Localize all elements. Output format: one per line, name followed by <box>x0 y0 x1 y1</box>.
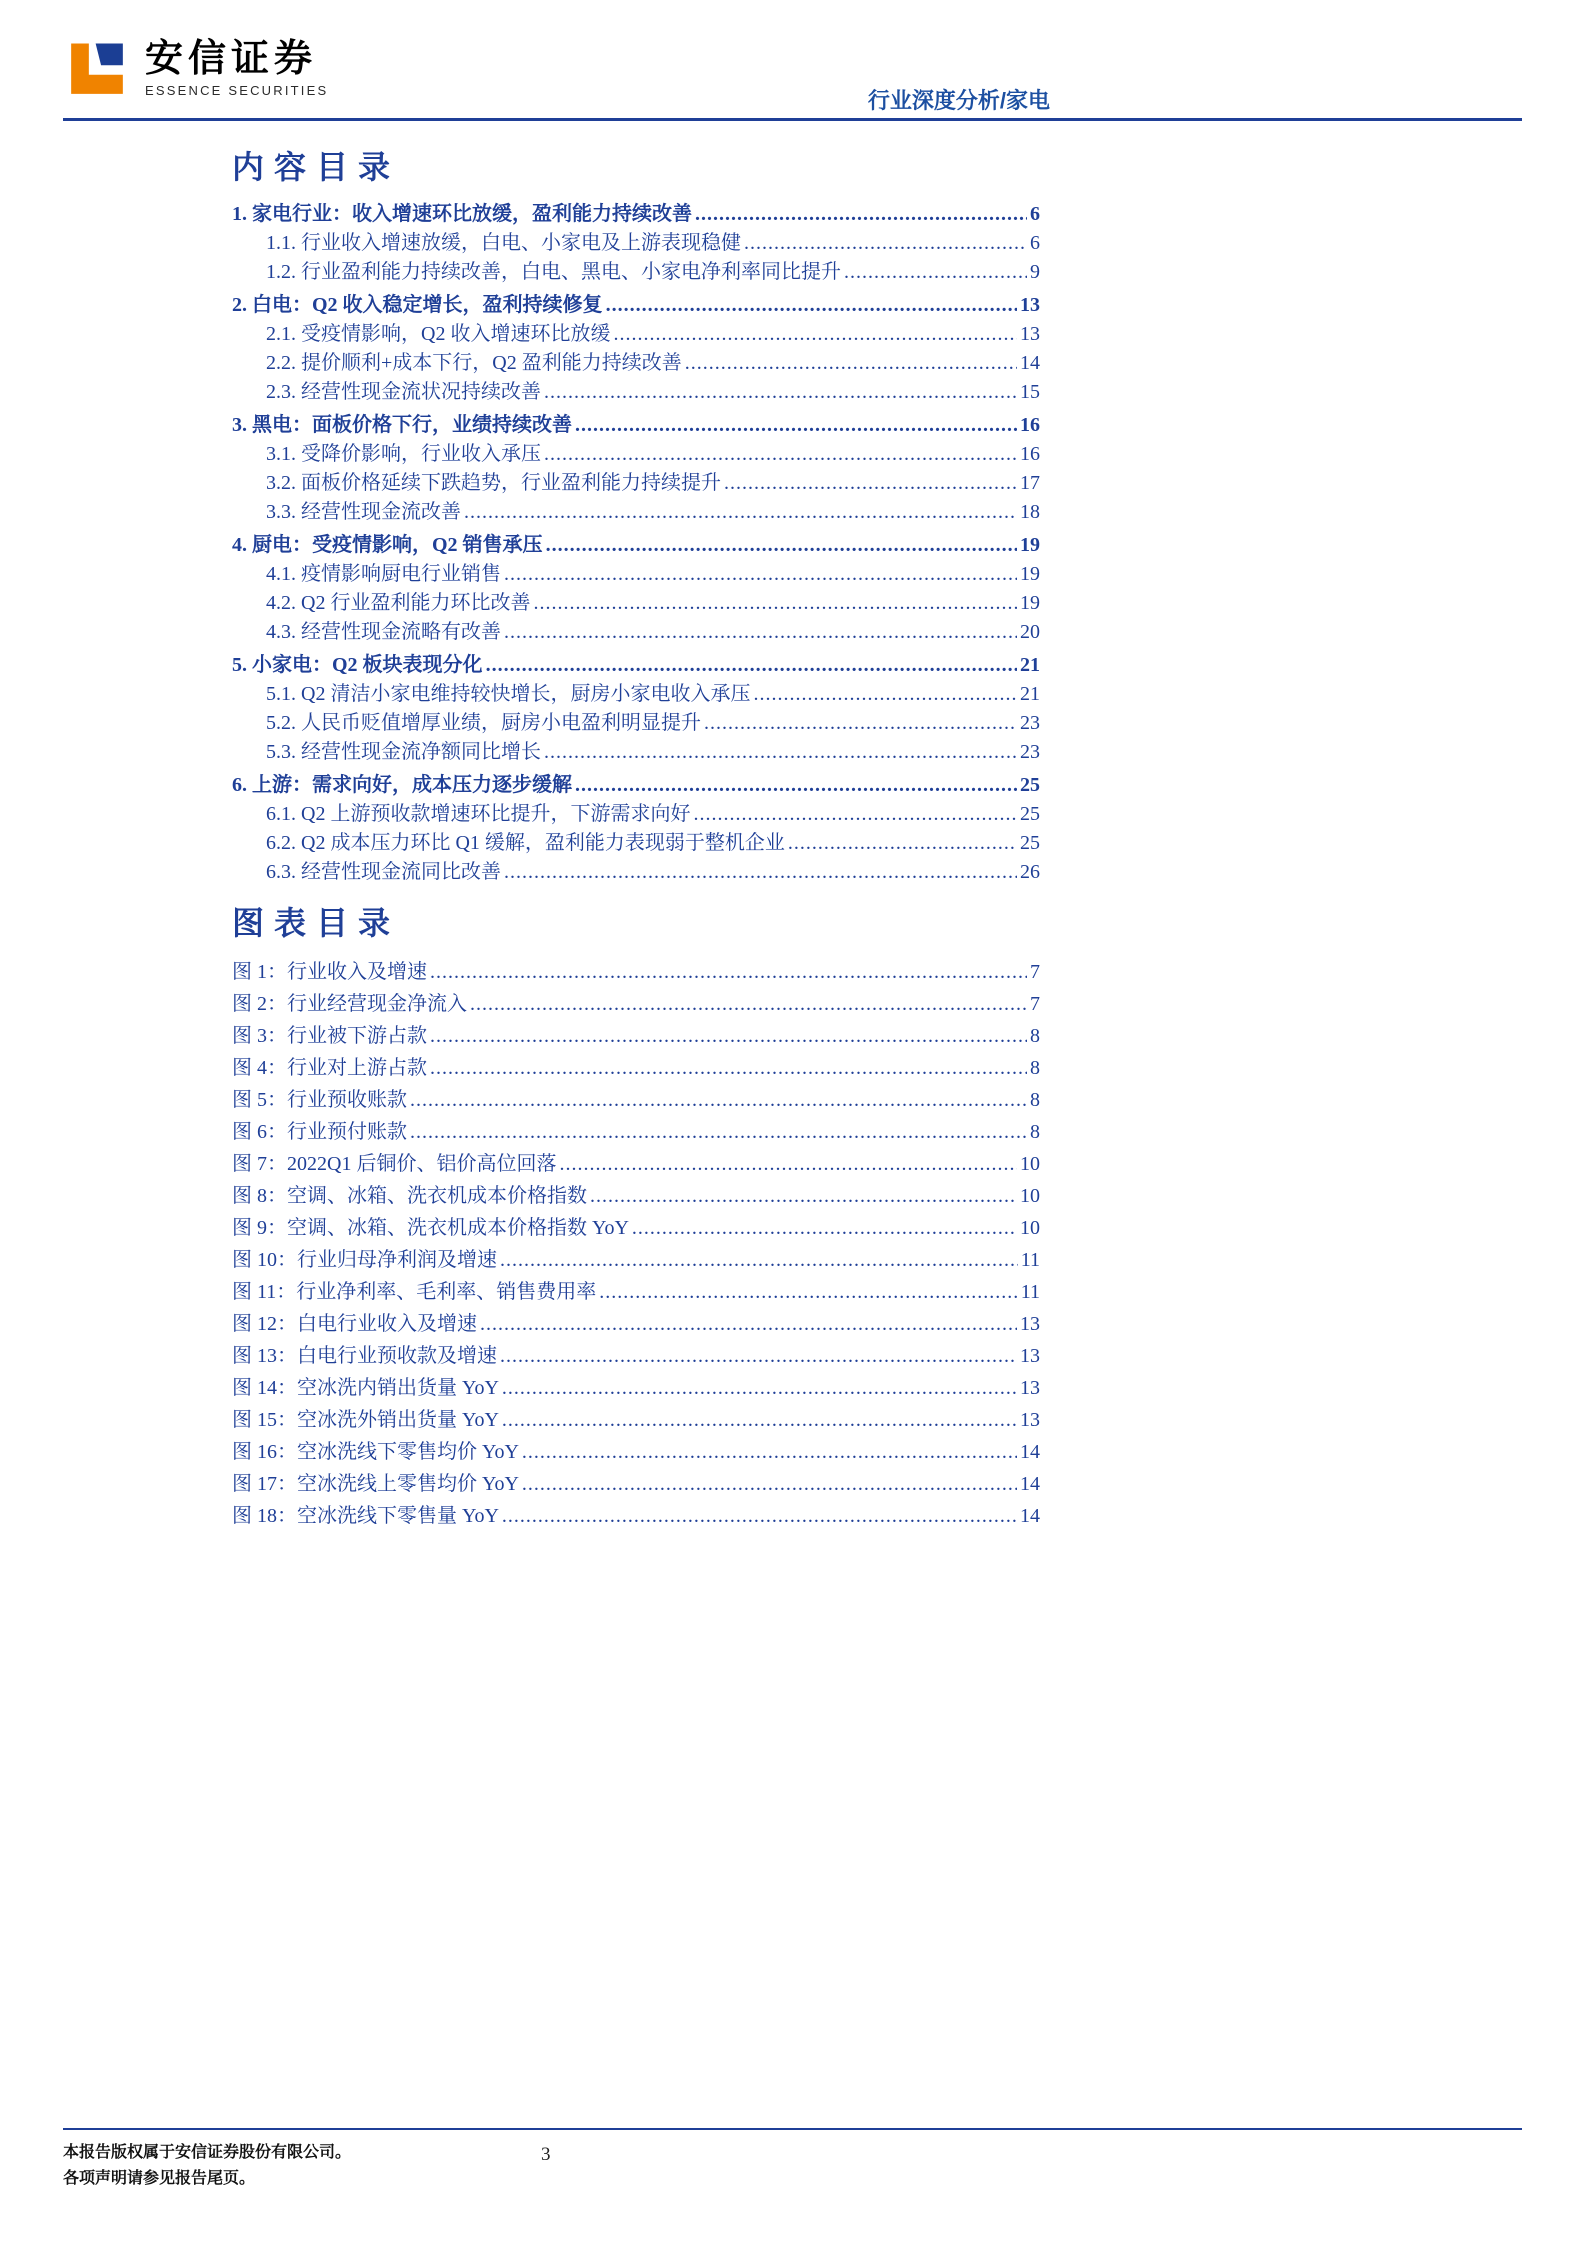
page-number: 3 <box>541 2144 551 2165</box>
figure-item-page: 13 <box>1020 1345 1040 1367</box>
toc-item <box>232 680 1040 709</box>
dot-leader <box>502 1500 1017 1532</box>
company-logo-text <box>145 38 328 98</box>
figure-item-page: 11 <box>1020 1281 1040 1303</box>
toc-item-label: 5.2. 人民币贬值增厚业绩，厨房小电盈利明显提升 <box>266 712 701 734</box>
toc-item-label: 2.3. 经营性现金流状况持续改善 <box>266 381 541 403</box>
dot-leader <box>504 858 1017 887</box>
figures-section <box>232 898 1040 1532</box>
toc-item-page: 25 <box>1020 803 1040 825</box>
figure-item <box>232 956 1040 988</box>
company-name-en: ESSENCE SECURITIES <box>145 83 329 98</box>
footer-copyright <box>63 2140 351 2192</box>
toc-item-page: 16 <box>1020 443 1040 465</box>
figure-item-page: 10 <box>1020 1153 1040 1175</box>
figure-item-page: 14 <box>1020 1505 1040 1527</box>
toc-item-label: 2. 白电：Q2 收入稳定增长，盈利持续修复 <box>232 294 603 316</box>
figure-item <box>232 1276 1040 1308</box>
toc-item-page: 21 <box>1020 654 1040 676</box>
dot-leader <box>599 1276 1017 1308</box>
dot-leader <box>502 1404 1017 1436</box>
figure-item-page: 13 <box>1020 1313 1040 1335</box>
toc-item-page: 16 <box>1020 414 1040 436</box>
toc-item <box>232 560 1040 589</box>
toc-item <box>232 291 1040 320</box>
figure-item <box>232 988 1040 1020</box>
toc-item-label: 5.1. Q2 清洁小家电维持较快增长，厨房小家电收入承压 <box>266 683 751 705</box>
header-logo <box>63 34 328 102</box>
toc-item-page: 25 <box>1020 832 1040 854</box>
figure-item-label: 图 15：空冰洗外销出货量 YoY <box>232 1409 499 1431</box>
toc-item-page: 18 <box>1020 501 1040 523</box>
dot-leader <box>544 440 1017 469</box>
dot-leader <box>430 1020 1027 1052</box>
toc-item-label: 1. 家电行业：收入增速环比放缓，盈利能力持续改善 <box>232 203 692 225</box>
toc-item <box>232 469 1040 498</box>
figures-title: 图表目录 <box>232 905 401 941</box>
dot-leader <box>430 1052 1027 1084</box>
dot-leader <box>500 1244 1018 1276</box>
figure-item <box>232 1148 1040 1180</box>
dot-leader <box>695 200 1027 229</box>
toc-item <box>232 738 1040 767</box>
figure-item-label: 图 4：行业对上游占款 <box>232 1057 427 1079</box>
figure-item-label: 图 18：空冰洗线下零售量 YoY <box>232 1505 499 1527</box>
dot-leader <box>546 531 1017 560</box>
dot-leader <box>544 378 1017 407</box>
toc-item <box>232 771 1040 800</box>
toc-item <box>232 800 1040 829</box>
figure-item-label: 图 8：空调、冰箱、洗衣机成本价格指数 <box>232 1185 587 1207</box>
toc-item-label: 1.2. 行业盈利能力持续改善，白电、黑电、小家电净利率同比提升 <box>266 261 841 283</box>
toc-item-label: 6.2. Q2 成本压力环比 Q1 缓解，盈利能力表现弱于整机企业 <box>266 832 785 854</box>
toc-item-label: 4. 厨电：受疫情影响，Q2 销售承压 <box>232 534 543 556</box>
dot-leader <box>559 1148 1017 1180</box>
toc-item-label: 4.1. 疫情影响厨电行业销售 <box>266 563 501 585</box>
toc-item <box>232 200 1040 229</box>
figure-item-page: 14 <box>1020 1473 1040 1495</box>
figure-item <box>232 1308 1040 1340</box>
toc-item <box>232 411 1040 440</box>
figure-item-label: 图 7：2022Q1 后铜价、铝价高位回落 <box>232 1153 557 1175</box>
toc-item <box>232 858 1040 887</box>
toc-item-label: 4.3. 经营性现金流略有改善 <box>266 621 501 643</box>
figure-item <box>232 1468 1040 1500</box>
toc-item <box>232 589 1040 618</box>
toc-item <box>232 651 1040 680</box>
dot-leader <box>575 411 1017 440</box>
toc-item-label: 3.1. 受降价影响，行业收入承压 <box>266 443 541 465</box>
toc-item-label: 3.3. 经营性现金流改善 <box>266 501 461 523</box>
figure-item-label: 图 2：行业经营现金净流入 <box>232 993 467 1015</box>
toc-item-page: 21 <box>1020 683 1040 705</box>
toc-item <box>232 618 1040 647</box>
figure-item-label: 图 1：行业收入及增速 <box>232 961 427 983</box>
toc-item <box>232 229 1040 258</box>
dot-leader <box>522 1436 1017 1468</box>
dot-leader <box>410 1084 1027 1116</box>
toc-list <box>232 200 1040 887</box>
figure-item-label: 图 17：空冰洗线上零售均价 YoY <box>232 1473 519 1495</box>
figure-item-label: 图 13：白电行业预收款及增速 <box>232 1345 497 1367</box>
toc-item-page: 14 <box>1020 352 1040 374</box>
footer-divider <box>63 2128 1522 2130</box>
toc-item <box>232 320 1040 349</box>
toc-item <box>232 440 1040 469</box>
header-divider <box>63 118 1522 121</box>
figure-item-page: 13 <box>1020 1409 1040 1431</box>
figure-item <box>232 1340 1040 1372</box>
toc-item-page: 19 <box>1020 563 1040 585</box>
figure-item-page: 7 <box>1030 993 1040 1015</box>
toc-item-page: 19 <box>1020 592 1040 614</box>
toc-item-page: 19 <box>1020 534 1040 556</box>
figure-item-page: 8 <box>1030 1025 1040 1047</box>
dot-leader <box>464 498 1017 527</box>
company-name: 安信证券 <box>145 38 318 80</box>
figure-item-page: 8 <box>1030 1121 1040 1143</box>
toc-item-page: 23 <box>1020 712 1040 734</box>
dot-leader <box>544 738 1017 767</box>
dot-leader <box>844 258 1027 287</box>
dot-leader <box>693 800 1017 829</box>
footer-copyright-line2: 各项声明请参见报告尾页。 <box>63 2170 256 2187</box>
toc-item-label: 4.2. Q2 行业盈利能力环比改善 <box>266 592 531 614</box>
footer-copyright-line1: 本报告版权属于安信证券股份有限公司。 <box>63 2144 352 2161</box>
toc-item-label: 6.1. Q2 上游预收款增速环比提升，下游需求向好 <box>266 803 691 825</box>
dot-leader <box>744 229 1027 258</box>
toc-item-label: 6.3. 经营性现金流同比改善 <box>266 861 501 883</box>
dot-leader <box>410 1116 1027 1148</box>
dot-leader <box>486 651 1017 680</box>
figure-item <box>232 1500 1040 1532</box>
toc-item-page: 6 <box>1030 203 1040 225</box>
figure-item <box>232 1372 1040 1404</box>
toc-item-label: 3. 黑电：面板价格下行，业绩持续改善 <box>232 414 572 436</box>
figure-item <box>232 1404 1040 1436</box>
toc-item-page: 26 <box>1020 861 1040 883</box>
figure-item-label: 图 14：空冰洗内销出货量 YoY <box>232 1377 499 1399</box>
dot-leader <box>430 956 1027 988</box>
figure-item <box>232 1212 1040 1244</box>
toc-item-label: 2.1. 受疫情影响，Q2 收入增速环比放缓 <box>266 323 611 345</box>
toc-item-label: 5.3. 经营性现金流净额同比增长 <box>266 741 541 763</box>
dot-leader <box>753 680 1017 709</box>
dot-leader <box>470 988 1027 1020</box>
toc-item <box>232 709 1040 738</box>
dot-leader <box>504 618 1017 647</box>
toc-item-label: 6. 上游：需求向好，成本压力逐步缓解 <box>232 774 572 796</box>
toc-item-page: 15 <box>1020 381 1040 403</box>
toc-item <box>232 378 1040 407</box>
figure-item <box>232 1180 1040 1212</box>
dot-leader <box>502 1372 1017 1404</box>
figure-item-page: 13 <box>1020 1377 1040 1399</box>
dot-leader <box>480 1308 1017 1340</box>
figure-item <box>232 1244 1040 1276</box>
toc-item-page: 25 <box>1020 774 1040 796</box>
figure-item-page: 8 <box>1030 1089 1040 1111</box>
dot-leader <box>500 1340 1017 1372</box>
figure-item <box>232 1116 1040 1148</box>
figure-item <box>232 1020 1040 1052</box>
figure-item <box>232 1052 1040 1084</box>
dot-leader <box>613 320 1017 349</box>
dot-leader <box>575 771 1017 800</box>
toc-item <box>232 349 1040 378</box>
figure-item-page: 7 <box>1030 961 1040 983</box>
toc-item-page: 17 <box>1020 472 1040 494</box>
toc-item-label: 3.2. 面板价格延续下跌趋势，行业盈利能力持续提升 <box>266 472 721 494</box>
toc-item-label: 5. 小家电：Q2 板块表现分化 <box>232 654 483 676</box>
figure-item <box>232 1084 1040 1116</box>
figure-item-page: 8 <box>1030 1057 1040 1079</box>
toc-item-label: 1.1. 行业收入增速放缓，白电、小家电及上游表现稳健 <box>266 232 741 254</box>
toc-item-page: 23 <box>1020 741 1040 763</box>
dot-leader <box>632 1212 1017 1244</box>
figure-item-label: 图 10：行业归母净利润及增速 <box>232 1249 497 1271</box>
dot-leader <box>533 589 1017 618</box>
toc-item-label: 2.2. 提价顺利+成本下行，Q2 盈利能力持续改善 <box>266 352 682 374</box>
figure-item-label: 图 12：白电行业收入及增速 <box>232 1313 477 1335</box>
toc-item-page: 9 <box>1030 261 1040 283</box>
figure-item-label: 图 3：行业被下游占款 <box>232 1025 427 1047</box>
dot-leader <box>724 469 1017 498</box>
figure-item-label: 图 9：空调、冰箱、洗衣机成本价格指数 YoY <box>232 1217 629 1239</box>
figure-item-label: 图 11：行业净利率、毛利率、销售费用率 <box>232 1281 597 1303</box>
toc-item-page: 6 <box>1030 232 1040 254</box>
dot-leader <box>606 291 1017 320</box>
dot-leader <box>788 829 1017 858</box>
dot-leader <box>685 349 1017 378</box>
dot-leader <box>590 1180 1017 1212</box>
figure-list <box>232 956 1040 1532</box>
dot-leader <box>704 709 1017 738</box>
toc-item <box>232 829 1040 858</box>
toc-item <box>232 531 1040 560</box>
toc-item <box>232 498 1040 527</box>
dot-leader <box>504 560 1017 589</box>
figure-item-page: 10 <box>1020 1185 1040 1207</box>
toc-item-page: 13 <box>1020 323 1040 345</box>
figure-item <box>232 1436 1040 1468</box>
toc-item <box>232 258 1040 287</box>
toc-item-page: 13 <box>1020 294 1040 316</box>
figure-item-label: 图 16：空冰洗线下零售均价 YoY <box>232 1441 519 1463</box>
figure-item-page: 14 <box>1020 1441 1040 1463</box>
report-category: 行业深度分析/家电 <box>867 88 1050 113</box>
figure-item-page: 11 <box>1020 1249 1040 1271</box>
figure-item-label: 图 5：行业预收账款 <box>232 1089 407 1111</box>
figure-item-label: 图 6：行业预付账款 <box>232 1121 407 1143</box>
dot-leader <box>522 1468 1017 1500</box>
company-logo-icon <box>63 34 131 102</box>
toc-section <box>232 142 1040 887</box>
toc-item-page: 20 <box>1020 621 1040 643</box>
figure-item-page: 10 <box>1020 1217 1040 1239</box>
toc-title: 内容目录 <box>232 149 401 185</box>
